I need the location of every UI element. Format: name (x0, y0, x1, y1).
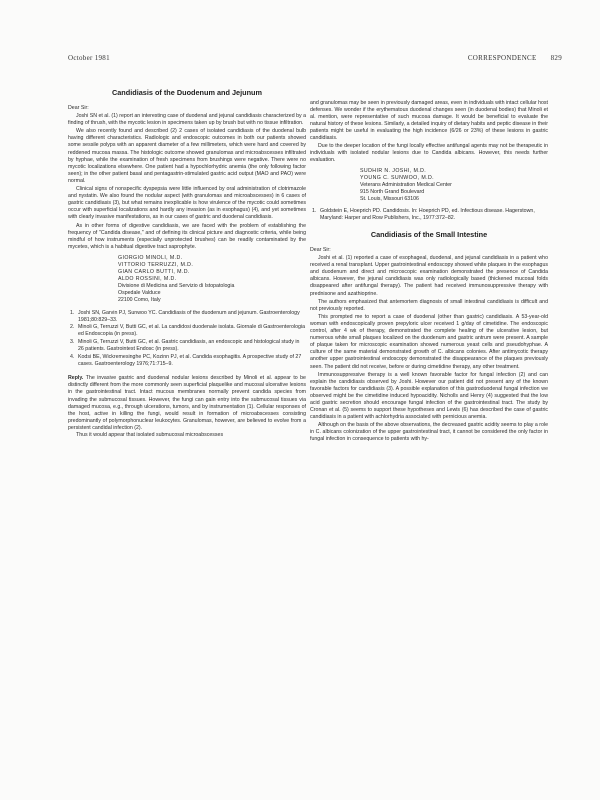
reply-signature (310, 168, 548, 203)
letter2-paragraph: The authors emphasized that antemortem diagnosis of small intestinal candidiasis is difficult and not previously reported. (310, 298, 548, 312)
letter2-paragraph: Although on the basis of the above observations, the decreased gastric acidity seems to play a role in C. albicans colonization of the upper gastrointestinal tract, it cannot be considered the only factor in fungal infection in consequence to patients with hy- (310, 422, 548, 443)
section-label: CORRESPONDENCE (467, 54, 537, 62)
letter1-paragraph: We also recently found and described (2) 2 cases of isolated candidiasis of the duodenal bulb having different characteristics. Radiologic and endoscopic outcomes in both our patients showed some sessile polyps with an apparent diameter of a few millimeters, which were hard and covered by reddened mucosa massa. The histologic outcome showed granulomas and microabscesses infiltrated by hyphae, while the examination of fresh specimens from brushings were negative. There were no mycotic localizations elsewhere. One patient had a hypochlorhydric anemia (the only following factor seen); in the other patient basal and pentagastrin-stimulated gastric acid output (MAO and PAO) were normal. (68, 128, 306, 184)
author-name: GIORGIO MINOLI, M.D. (118, 254, 183, 261)
letter2-paragraph: Immunosuppressive therapy is a well known favorable factor for fungal infection (2) and can explain the candidiasis observed by Joshi. However our patient did not present any of the known favorable factors for candidiasis (3). A possible explanation of this gastroduodenal fungal infection we observed might be the cimetidine induced hypoacidity. Nicholls and Henry (4) suggested that the low acid gastric secretion should encourage fungal infection of the gastrointestinal tract. The study by Cronan et al. (5) seems to support these hypotheses and Lewis (6) has described the case of gastric candidiasis in a patient with achlorhydria associated with pernicious anemia. (310, 371, 548, 421)
reference-item: 4. Kodsi BE, Wickremesinghe PC, Kozinn PJ, et al. Candida esophagitis. A prospective study of 27 cases. Gastroenterology 1976;71:715–9. (70, 353, 302, 367)
letter2-paragraph: This prompted me to report a case of duodenal (other than gastric) candidiasis. A 53-year-old woman with endoscopically proven prepyloric ulcer received 1 g/day of cimetidine. The endoscopic control, after 4 wk of therapy, demonstrated the complete healing of the ulcerative lesion, but numerous white small plaques localized on the duodenum and gastric antrum were present. A sample of plaque taken for microscopic examination showed numerous yeast cells and pseudohyphae. A culture of the same material demonstrated growth of C. albicans colonies. After antimycotic therapy another upper gastrointestinal endoscopy demonstrated the disappearance of the plaques previously seen. The patient did not receive, before or during cimetidine therapy, any other treatment. (310, 313, 548, 370)
letter1-references (68, 310, 306, 368)
letter1-signature (68, 255, 306, 305)
letter1-salutation: Dear Sir: (68, 105, 89, 111)
left-column (68, 88, 306, 440)
letter2-paragraph: Joshi et al. (1) reported a case of esophageal, duodenal, and jejunal candidiasis in a patient who received a renal transplant. Upper gastrointestinal endoscopy showed white plaques in the esophagus and duodenum and direct and microscopic examination demonstrated the presence of Candida albicans. However, the jejunal candidiasis was only radiologically based (thickened mucosal folds disappeared after antifungal therapy). The patient had received immunosuppressive therapy with prednisone and azathioprine. (310, 255, 548, 297)
letter1-paragraph: As in other forms of digestive candidiasis, we are faced with the problem of establishing the frequency of "Candida disease," and of defining its clinical picture and diagnostic criteria, while being mindful of how instruments (especially unprotected brushes) can be readily contaminated by the mycetes, which is a habitual digestive tract saprophyte. (68, 222, 306, 250)
author-affiliation: Veterans Administration Medical Center (360, 182, 452, 189)
continuation-paragraph: Due to the deeper location of the fungi locally effective antifungal agents may not be therapeutic in individuals with isolated nodular lesions due to Candida albicans. However, this needs further evaluation. (310, 142, 548, 163)
letter1-title: Candidiasis of the Duodenum and Jejunum (111, 88, 262, 97)
letter2-title: Candidiasis of the Small Intestine (370, 230, 488, 239)
author-affiliation: Divisione di Medicina and Servizio di Istopatologia (118, 283, 235, 290)
author-affiliation: Ospedale Valduce (118, 290, 161, 297)
letter1-paragraph: Clinical signs of nonspecific dyspepsia were little influenced by oral administration of clotrimazole and nystatin. We also found the nodular aspect (with granulomas and microabscesses) in 6 cases of gastric candidiasis (3), but what remains inexplicable is how virulence of the mycotic could sometimes occur with superficial localizations and hardly any invasion (as in esophagus) (4), and yet sometimes with clearly invasive manifestations, as in our cases of gastric and duodenal candidiasis. (68, 186, 306, 221)
reference-item: 1. Goldstein E, Hoeprich PD. Candidosis. In: Hoeprich PD, ed. Infectious disease. Hagerstown, Maryland: Harper and Row Publishers, Inc., 1977:372–82. (312, 208, 535, 222)
author-name: ALDO ROSSINI, M.D. (118, 276, 177, 283)
page-number: 829 (550, 54, 562, 62)
running-head-date: October 1981 (68, 54, 110, 62)
reference-item: 3. Minoli G, Terruzzi V, Butti GC, et al. Gastric candidiasis, an endoscopic and histological study in 26 patients. Gastrointest Endosc (in press). (70, 338, 300, 352)
author-address: 22100 Como, Italy (118, 297, 161, 304)
reply-label: Reply. (68, 375, 84, 382)
reply-text: The invasive gastric and duodenal nodular lesions described by Minoli et al. appear to be distinctly different from the more commonly seen superficial plaquelike and mucosal ulcerative lesions in the gastrointestinal tract. Intact mucous membranes normally prevent candida species from invading the submucosal tissues. However, the fungi can gain entry into the submucosal tissues via damaged mucosa, e.g., through ulcerations, tumors, and by instrumentation (1). Cellular responses of the host, active in killing the fungi, would result in formation of microabscesses consisting predominantly of polymorphonuclear leukocytes. Granulomas, however, are believed to evolve from a persistent candidal infection (2). (68, 375, 306, 431)
closing-paragraph: Thus it would appear that isolated submucosal microabscesses (76, 432, 224, 439)
reference-item: 1. Joshi SN, Garvin PJ, Sunwoo YC. Candidiasis of the duodenum and jejunum. Gastroenterology 1981;80:829–33. (70, 309, 300, 323)
reply-references (310, 208, 548, 222)
author-name: VITTORIO TERRUZZI, M.D. (118, 261, 194, 268)
author-address: 915 North Grand Boulevard (360, 189, 425, 196)
author-name: GIAN CARLO BUTTI, M.D. (118, 269, 190, 276)
continuation-paragraph: and granulomas may be seen in previously damaged areas, even in individuals with intact cellular host defenses. We wonder if the erythematous duodenal changes seen (in duodenal bodies) that Minoli et al. mention, were representative of such mucosa damage. It would be beneficial to evaluate the natural history of these lesions. Similarly, a detailed inquiry of dietary habits and peptic disease in their patients might be useful in evaluating the high incidence (6/26 or 23%) of these lesions in gastric candidiasis. (310, 100, 548, 142)
reference-item: 2. Minoli G, Terruzzi V, Butti GC, et al. La candidosi duodenale isolata. Giornale di Gastroenterologia ed Endoscopia (in press). (70, 324, 306, 338)
right-column (310, 100, 548, 445)
reply-paragraph (68, 375, 306, 432)
author-address: St. Louis, Missouri 63106 (360, 196, 419, 203)
running-head-right (468, 54, 562, 62)
author-name: YOUNG C. SUNWOO, M.D. (360, 174, 435, 181)
letter2-salutation: Dear Sir: (310, 247, 331, 253)
letter1-paragraph: Joshi SN et al. (1) report an interesting case of duodenal and jejunal candidiasis characterized by a finding of thrush, with the mycotic lesion in specimens taken up by brush but with no tissue infiltration. (68, 113, 306, 127)
author-name: SUDHIR N. JOSHI, M.D. (360, 167, 427, 174)
